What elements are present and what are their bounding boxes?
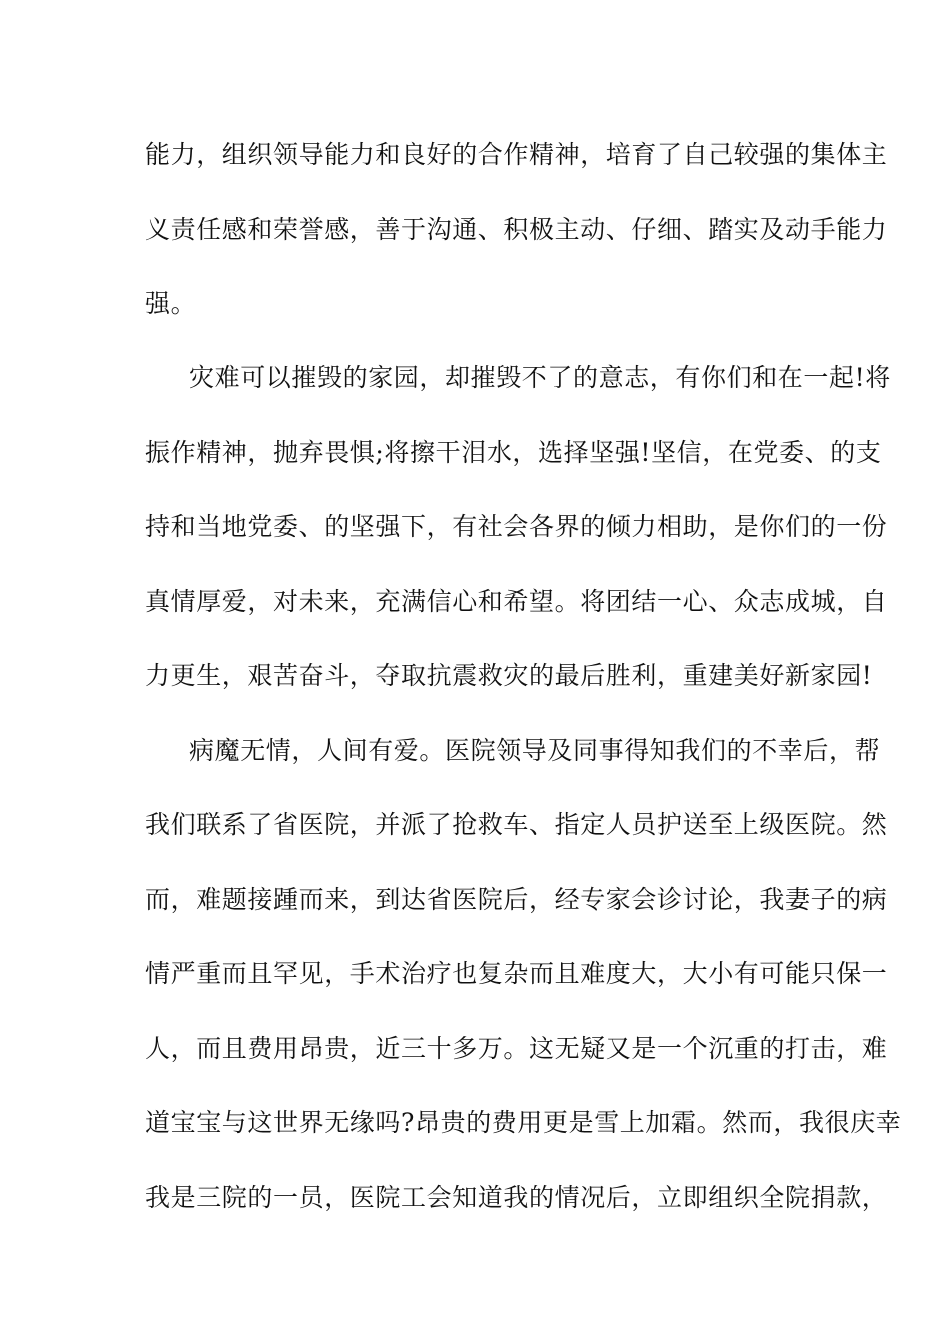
text-line: 我们联系了省医院，并派了抢救车、指定人员护送至上级医院。然 xyxy=(145,810,888,839)
text-line: 而，难题接踵而来，到达省医院后，经专家会诊讨论，我妻子的病 xyxy=(145,885,888,914)
text-line: 道宝宝与这世界无缘吗?昂贵的费用更是雪上加霜。然而，我很庆幸 xyxy=(145,1108,902,1137)
text-line: 人，而且费用昂贵，近三十多万。这无疑又是一个沉重的打击，难 xyxy=(145,1034,888,1063)
text-line: 真情厚爱，对未来，充满信心和希望。将团结一心、众志成城，自 xyxy=(145,587,888,616)
text-line: 我是三院的一员，医院工会知道我的情况后，立即组织全院捐款， xyxy=(145,1183,888,1212)
text-line: 灾难可以摧毁的家园，却摧毁不了的意志，有你们和在一起!将 xyxy=(189,363,891,392)
text-line: 病魔无情，人间有爱。医院领导及同事得知我们的不幸后，帮 xyxy=(189,736,881,765)
text-line: 力更生，艰苦奋斗，夺取抗震救灾的最后胜利，重建美好新家园! xyxy=(145,661,873,690)
text-line: 能力，组织领导能力和良好的合作精神，培育了自己较强的集体主 xyxy=(145,140,888,169)
text-line: 义责任感和荣誉感，善于沟通、积极主动、仔细、踏实及动手能力 xyxy=(145,215,888,244)
text-line: 振作精神，抛弃畏惧;将擦干泪水，选择坚强!坚信，在党委、的支 xyxy=(145,438,882,467)
text-line: 强。 xyxy=(145,289,197,318)
text-line: 持和当地党委、的坚强下，有社会各界的倾力相助，是你们的一份 xyxy=(145,512,888,541)
text-line: 情严重而且罕见，手术治疗也复杂而且难度大，大小有可能只保一 xyxy=(145,959,888,988)
